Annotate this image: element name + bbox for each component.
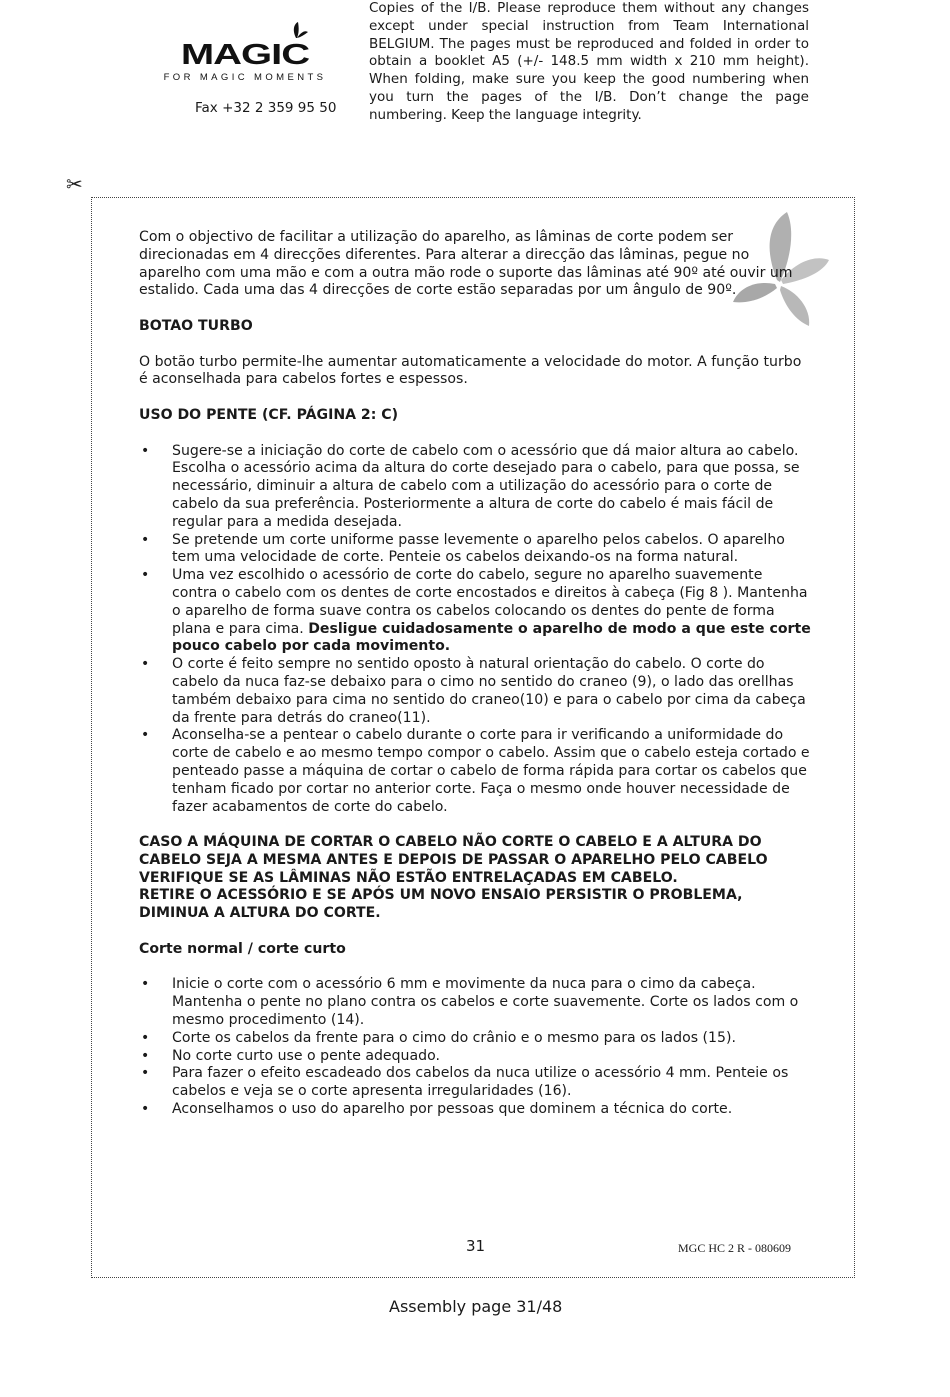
assembly-page-label: Assembly page 31/48 (389, 1297, 563, 1316)
list-item: • Inicie o corte com o acessório 6 mm e movimente da nuca para o cimo da cabeça. Mantenha o pente no plano contra os cabelos e corte suavemente. Corte os lados com o mesmo procedimento (14). (139, 976, 811, 1029)
comb-list (139, 443, 811, 817)
fax-number: Fax +32 2 359 95 50 (195, 100, 337, 116)
warning-blade-check: CASO A MÁQUINA DE CORTAR O CABELO NÃO CORTE O CABELO E A ALTURA DO CABELO SEJA A MESMA ANTES E DEPOIS DE PASSAR O APARELHO PELO CABELO VERIFIQUE SE AS LÂMINAS NÃO ESTÃO ENTRELAÇADAS EM CABELO. (139, 834, 768, 886)
list-item-text: Uma vez escolhido o acessório de corte do cabelo, segure no aparelho suavemente contra o cabelo com os dentes de corte encostados e direitos à cabeça (Fig 8 ). Mantenha o aparelho de forma suave contra os cabelos colocando os dentes do pente de forma plana e para cima. (172, 567, 808, 637)
butterfly-small-icon (294, 22, 308, 38)
list-item: • Sugere-se a iniciação do corte de cabelo com o acessório que dá maior altura ao cabelo. Escolha o acessório acima da altura do corte desejado para o cabelo, para que possa, se necessário, diminuir a altura de cabelo com a utilização do acessório para o corte de cabelo da sua preferência. Posteriormente a altura de corte do cabelo é mais fácil de regular para a medida desejada. (139, 443, 811, 532)
manual-content (139, 229, 811, 1137)
list-item: • Para fazer o efeito escadeado dos cabelos da nuca utilize o acessório 4 mm. Penteie os cabelos e veja se o corte apresenta irregularidades (16). (139, 1065, 811, 1101)
page-number: 31 (466, 1237, 486, 1255)
print-instructions: Copies of the I/B. Please reproduce them without any changes except under special instruction from Team International BELGIUM. The pages must be reproduced and folded in order to obtain a booklet A5 (+/- 148.5 mm width x 210 mm height). When folding, make sure you keep the good numbering when you turn the pages of the I/B. Don’t change the page numbering. Keep the language integrity. (369, 0, 809, 123)
brand-tagline: FOR MAGIC MOMENTS (163, 72, 327, 82)
scissors-icon: ✂ (66, 172, 83, 196)
list-item: • Corte os cabelos da frente para o cimo do crânio e o mesmo para os lados (15). (139, 1030, 811, 1048)
list-item: • Aconselha-se a pentear o cabelo durante o corte para ir verificando a uniformidade do corte de cabelo e ao mesmo tempo compor o cabelo. Assim que o cabelo esteja cortado e penteado passe a máquina de cortar o cabelo de forma rápida para cortar os cabelos que tenham ficado por cortar no anterior corte. Faça o mesmo onde houver necessidade de fazer acabamentos de corte do cabelo. (139, 727, 811, 816)
list-item: • O corte é feito sempre no sentido oposto à natural orientação do cabelo. O corte do cabelo da nuca faz-se debaixo para o cimo no sentido do craneo (9), o lado das orellhas também debaixo para cima no sentido do craneo(10) e para o cabelo por cima da cabeça da frente para detrás do craneo(11). (139, 656, 811, 727)
magic-logo (140, 20, 350, 82)
document-code: MGC HC 2 R - 080609 (678, 1241, 792, 1255)
turbo-paragraph: O botão turbo permite-lhe aumentar automaticamente a velocidade do motor. A função turbo é aconselhada para cabelos fortes e espessos. (139, 353, 802, 388)
list-item: • Aconselhamos o uso do aparelho por pessoas que dominem a técnica do corte. (139, 1101, 811, 1119)
normal-cut-heading: Corte normal / corte curto (139, 940, 346, 957)
list-item-emphasis: Desligue cuidadosamente o aparelho de modo a que este corte pouco cabelo por cada movimento. (172, 620, 811, 655)
comb-heading: USO DO PENTE (CF. PÁGINA 2: C) (139, 406, 399, 423)
warning-remove-accessory: RETIRE O ACESSÓRIO E SE APÓS UM NOVO ENSAIO PERSISTIR O PROBLEMA, DIMINUA A ALTURA DO CORTE. (139, 887, 743, 922)
list-item (139, 567, 811, 656)
normal-cut-list (139, 976, 811, 1118)
turbo-heading: BOTAO TURBO (139, 317, 253, 334)
list-item: • Se pretende um corte uniforme passe levemente o aparelho pelos cabelos. O aparelho tem uma velocidade de corte. Penteie os cabelos deixando-os na forma natural. (139, 532, 811, 568)
intro-paragraph: Com o objectivo de facilitar a utilização do aparelho, as lâminas de corte podem ser direcionadas em 4 direcções diferentes. Para alterar a direcção das lâminas, pegue no aparelho com uma mão e com a outra mão rode o suporte das lâminas até 90º até ouvir um estalido. Cada uma das 4 direcções de corte estão separadas por um ângulo de 90º. (139, 229, 793, 299)
list-item: • No corte curto use o pente adequado. (139, 1048, 811, 1066)
brand-wordmark: MAGIC (180, 38, 310, 71)
